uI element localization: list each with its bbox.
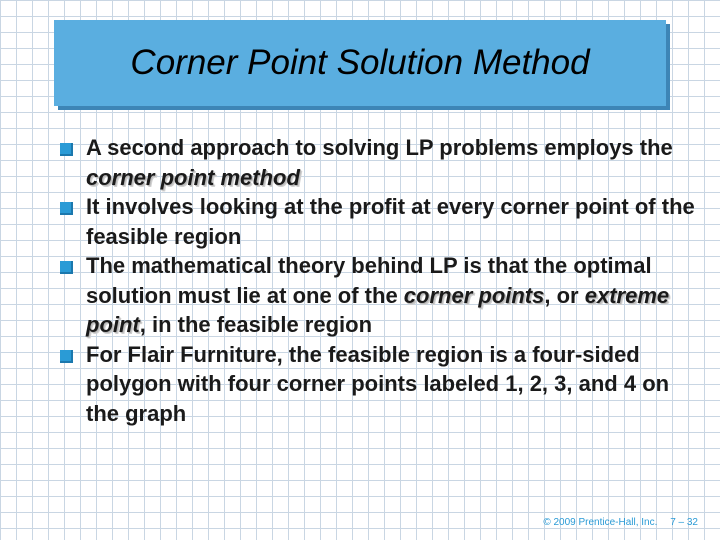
bullet-item	[58, 340, 698, 429]
emphasis-term: corner point method	[86, 164, 300, 190]
copyright-text: © 2009 Prentice-Hall, Inc.	[543, 517, 658, 528]
bullet-text: , in the feasible region	[139, 312, 373, 337]
bullet-item	[58, 251, 698, 340]
slide-title: Corner Point Solution Method	[130, 43, 590, 82]
square-bullet-icon	[60, 202, 73, 215]
page-number: 7 – 32	[670, 517, 698, 528]
bullet-list	[58, 133, 698, 428]
square-bullet-icon	[60, 261, 73, 274]
bullet-text: , or	[544, 282, 585, 308]
bullet-item	[58, 133, 698, 192]
title-banner	[54, 20, 666, 106]
emphasis-term: extreme point	[86, 282, 670, 337]
bullet-text: For Flair Furniture, the feasible region is a four-sided polygon with four corner points labeled 1, 2, 3, and 4 on the graph	[86, 341, 670, 426]
bullet-text: It involves looking at the profit at every corner point of the feasible region	[86, 194, 695, 249]
emphasis-term: corner points	[403, 282, 545, 308]
slide-footer	[533, 517, 698, 528]
square-bullet-icon	[60, 350, 73, 363]
square-bullet-icon	[60, 143, 73, 156]
bullet-text: A second approach to solving LP problems employs the	[86, 135, 673, 160]
bullet-text: The mathematical theory behind LP is that the optimal solution must lie at one of the	[86, 253, 652, 308]
bullet-item	[58, 192, 698, 251]
